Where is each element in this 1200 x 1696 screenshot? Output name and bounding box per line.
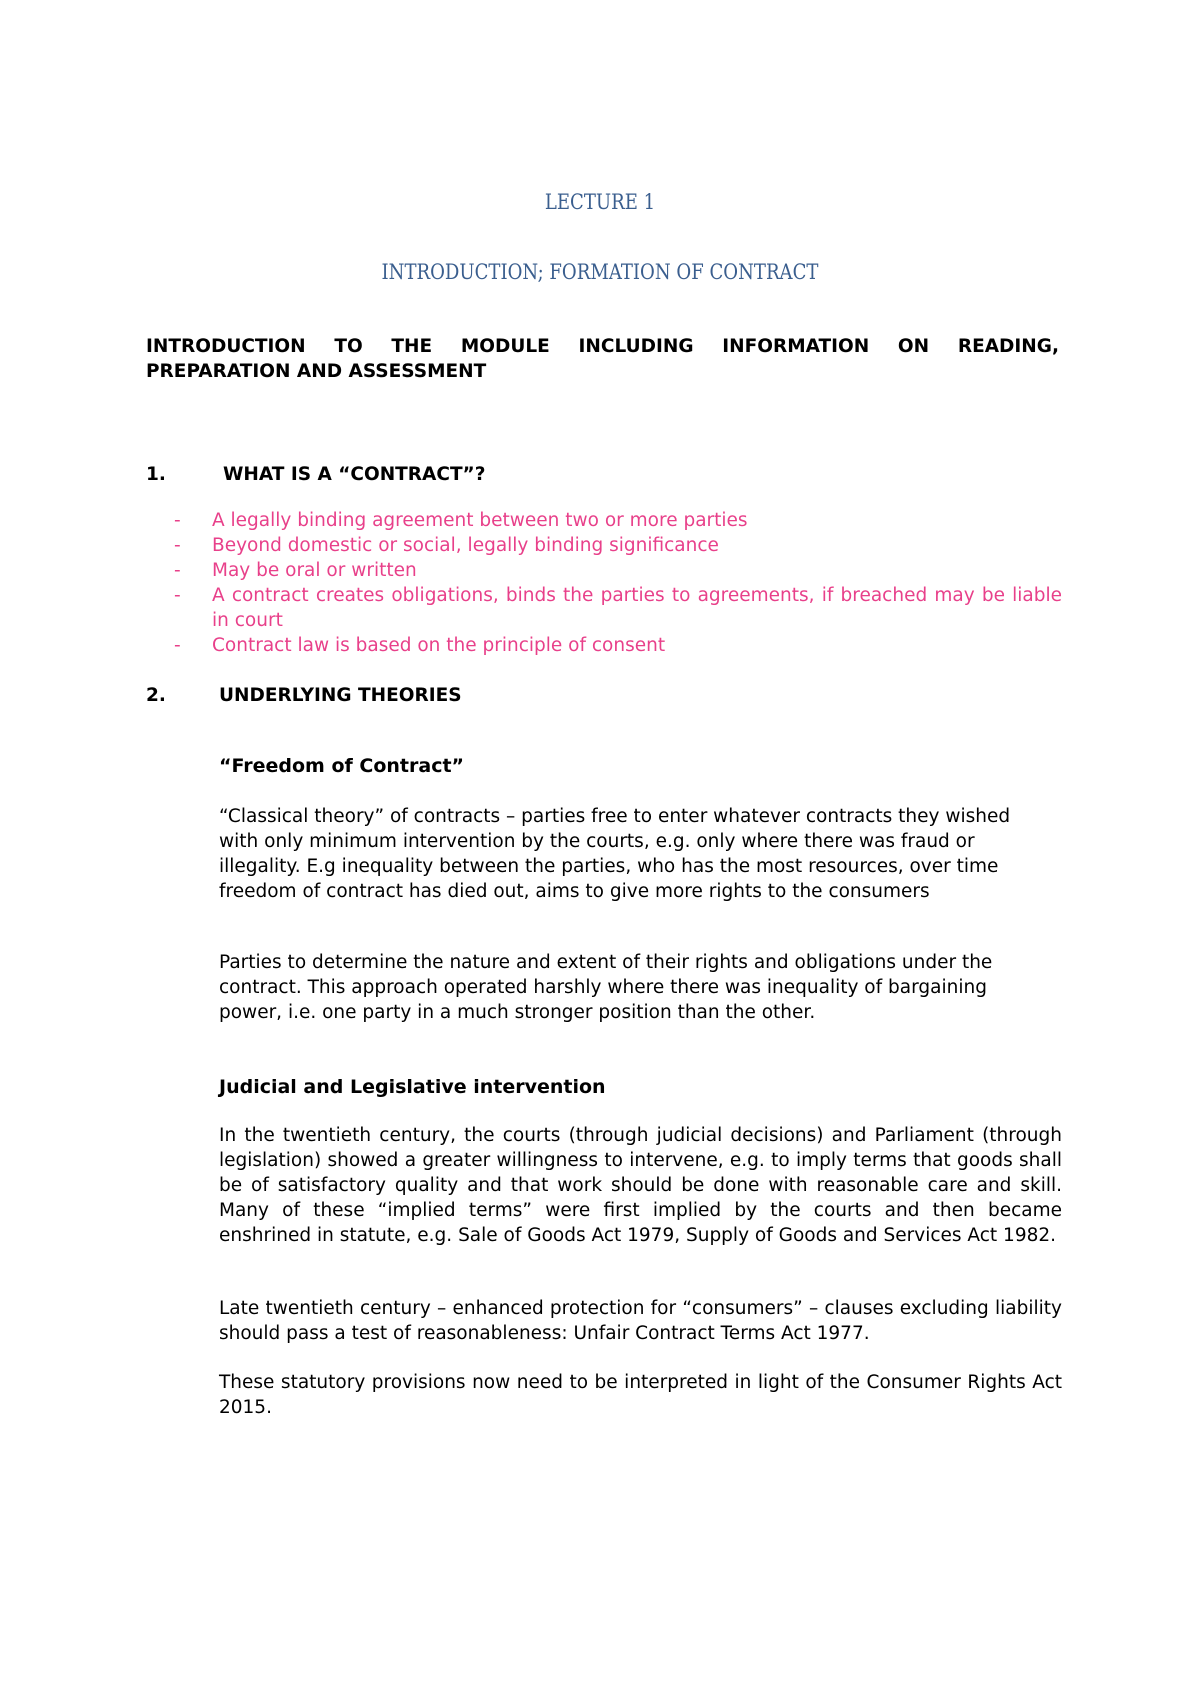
bullet-marker: - <box>174 635 181 656</box>
freedom-paragraph-1: “Classical theory” of contracts – parties free to enter whatever contracts they wished with only minimum intervention by the courts, e.g. only where there was fraud or illegality. E.g inequality between the parties, who has the most resources, over time freedom of contract has died out, aims to give more rights to the consumers <box>219 806 1011 902</box>
bullet-marker: - <box>174 535 181 556</box>
list-item <box>174 558 1062 583</box>
list-item <box>174 633 1062 658</box>
bullet-text: Beyond domestic or social, legally binding significance <box>212 535 719 556</box>
list-item <box>174 508 1062 533</box>
bullet-text: May be oral or written <box>212 560 417 581</box>
bullet-marker: - <box>174 560 181 581</box>
lecture-title: LECTURE 1 <box>544 190 656 214</box>
list-item <box>174 533 1062 558</box>
bullet-marker: - <box>174 585 181 606</box>
bullet-text: Contract law is based on the principle of consent <box>212 635 666 656</box>
lecture-subtitle: INTRODUCTION; FORMATION OF CONTRACT <box>381 260 819 284</box>
judicial-paragraph-3: These statutory provisions now need to be interpreted in light of the Consumer Rights Act 2015. <box>219 1372 1062 1418</box>
bullet-text: A legally binding agreement between two or more parties <box>212 510 748 531</box>
judicial-paragraph-2: Late twentieth century – enhanced protection for “consumers” – clauses excluding liability should pass a test of reasonableness: Unfair Contract Terms Act 1977. <box>219 1298 1062 1344</box>
freedom-of-contract-heading: “Freedom of Contract” <box>219 755 465 777</box>
section-2-title: UNDERLYING THEORIES <box>219 685 462 706</box>
section-1-number: 1. <box>146 464 166 485</box>
bullet-marker: - <box>174 510 181 531</box>
freedom-paragraph-2: Parties to determine the nature and extent of their rights and obligations under the contract. This approach operated harshly where there was inequality of bargaining power, i.e. one party in a much stronger position than the other. <box>219 952 993 1023</box>
section-2-number: 2. <box>146 685 166 706</box>
intro-heading <box>146 334 1059 384</box>
intro-heading-line1: INTRODUCTION TO THE MODULE INCLUDING INFORMATION ON READING, <box>146 336 1059 357</box>
list-item <box>174 583 1062 633</box>
intro-heading-line2: PREPARATION AND ASSESSMENT <box>146 361 487 382</box>
section-1-title: WHAT IS A “CONTRACT”? <box>223 464 486 485</box>
judicial-paragraph-1: In the twentieth century, the courts (through judicial decisions) and Parliament (through legislation) showed a greater willingness to intervene, e.g. to imply terms that goods shall be of satisfactory quality and that work should be done with reasonable care and skill. Many of these “implied terms” were first implied by the courts and then became enshrined in statute, e.g. Sale of Goods Act 1979, Supply of Goods and Services Act 1982. <box>219 1125 1062 1246</box>
contract-definition-list <box>174 508 1062 658</box>
judicial-intervention-heading: Judicial and Legislative intervention <box>219 1076 606 1098</box>
bullet-text: A contract creates obligations, binds the parties to agreements, if breached may be liable in court <box>212 585 1062 631</box>
